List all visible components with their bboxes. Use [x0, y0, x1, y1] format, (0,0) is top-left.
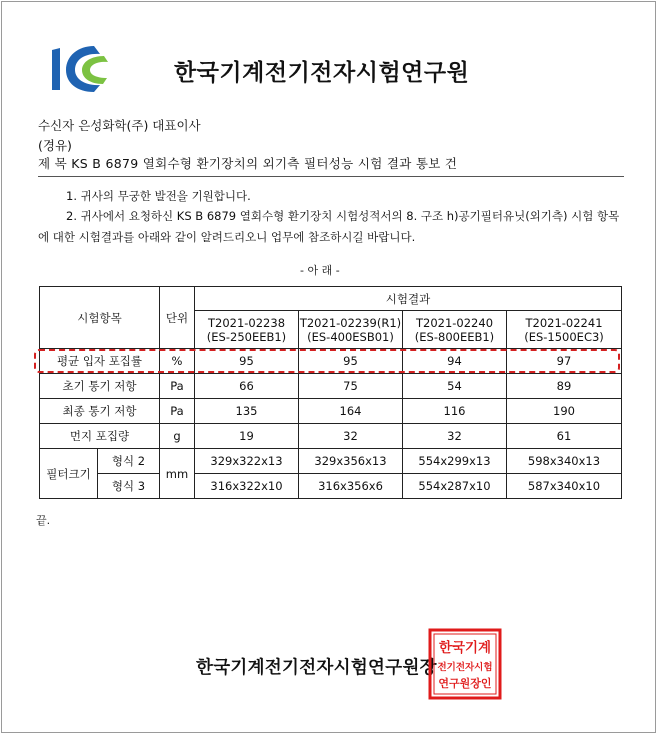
sample-header — [403, 311, 507, 349]
filter-size-label: 필터크기 — [40, 449, 98, 499]
value-cell: 19 — [195, 424, 299, 449]
value-cell: 66 — [195, 374, 299, 399]
row-label: 먼지 포집량 — [40, 424, 160, 449]
table-row — [40, 474, 622, 499]
sample-model: (ES-400ESB01) — [307, 329, 394, 344]
header-divider — [38, 176, 624, 177]
value-cell: 95 — [195, 349, 299, 374]
table-row — [40, 399, 622, 424]
value-cell: 116 — [403, 399, 507, 424]
sample-model: (ES-800EEB1) — [414, 329, 495, 344]
filter-size-unit: mm — [160, 449, 195, 499]
row-unit: g — [160, 424, 195, 449]
value-cell: 316x356x6 — [299, 474, 403, 499]
row-unit: Pa — [160, 399, 195, 424]
kc-logo-icon — [44, 40, 114, 94]
value-cell: 75 — [299, 374, 403, 399]
remark-heading: - 아 래 - — [300, 264, 340, 277]
org-title: 한국기계전기전자시험연구원 — [174, 60, 470, 86]
value-cell: 94 — [403, 349, 507, 374]
via-line: (경유) — [38, 138, 72, 153]
value-cell: 316x322x10 — [195, 474, 299, 499]
value-cell: 61 — [507, 424, 622, 449]
value-cell: 95 — [299, 349, 403, 374]
filter-type-label: 형식 2 — [98, 449, 160, 474]
unit-header: 단위 — [160, 287, 195, 349]
value-cell: 190 — [507, 399, 622, 424]
row-label: 평균 입자 포집률 — [40, 349, 160, 374]
row-unit: Pa — [160, 374, 195, 399]
value-cell: 587x340x10 — [507, 474, 622, 499]
value-cell: 329x356x13 — [299, 449, 403, 474]
subject-line: 제 목 KS B 6879 열회수형 환기장치의 외기측 필터성능 시험 결과 통보 건 — [38, 156, 458, 171]
official-seal-icon — [428, 628, 502, 700]
filter-type-label: 형식 3 — [98, 474, 160, 499]
svg-text:연구원장인: 연구원장인 — [438, 677, 492, 690]
value-cell: 32 — [403, 424, 507, 449]
value-cell: 329x322x13 — [195, 449, 299, 474]
body-paragraph-1: 1. 귀사의 무궁한 발전을 기원합니다. — [66, 189, 251, 203]
results-header: 시험결과 — [195, 287, 622, 311]
value-cell: 554x299x13 — [403, 449, 507, 474]
value-cell: 54 — [403, 374, 507, 399]
value-cell: 89 — [507, 374, 622, 399]
results-table — [39, 286, 622, 499]
sample-id: T2021-02238 — [207, 315, 286, 330]
recipient-line: 수신자 은성화학(주) 대표이사 — [38, 118, 201, 133]
sample-id: T2021-02240 — [415, 315, 494, 330]
svg-text:전기전자시험: 전기전자시험 — [437, 662, 493, 673]
document-header — [44, 34, 644, 100]
value-cell: 598x340x13 — [507, 449, 622, 474]
value-cell: 164 — [299, 399, 403, 424]
sample-header — [299, 311, 403, 349]
table-row — [40, 424, 622, 449]
table-row — [40, 449, 622, 474]
row-unit: % — [160, 349, 195, 374]
signatory-name: 한국기계전기전자시험연구원장 — [196, 658, 437, 678]
body-paragraph-2: 2. 귀사에서 요청하신 KS B 6879 열회수형 환기장치 시험성적서의 8. 구조 h)공기필터유닛(외기측) 시험 항목에 대한 시험결과를 아래와 같이 알려드리오니 업무에 참조하시길 바랍니다. — [38, 209, 620, 244]
row-label: 최종 통기 저항 — [40, 399, 160, 424]
sample-id: T2021-02241 — [525, 315, 603, 330]
item-header: 시험항목 — [40, 287, 160, 349]
svg-text:한국기계: 한국기계 — [438, 640, 492, 656]
row-label: 초기 통기 저항 — [40, 374, 160, 399]
sample-id: T2021-02239(R1) — [299, 315, 402, 330]
sample-model: (ES-1500EC3) — [524, 329, 604, 344]
value-cell: 97 — [507, 349, 622, 374]
sample-header — [195, 311, 299, 349]
value-cell: 135 — [195, 399, 299, 424]
sample-model: (ES-250EEB1) — [206, 329, 287, 344]
highlight-box — [34, 349, 620, 373]
sample-header — [507, 311, 622, 349]
value-cell: 32 — [299, 424, 403, 449]
table-row — [40, 374, 622, 399]
end-mark: 끝. — [36, 514, 51, 527]
value-cell: 554x287x10 — [403, 474, 507, 499]
